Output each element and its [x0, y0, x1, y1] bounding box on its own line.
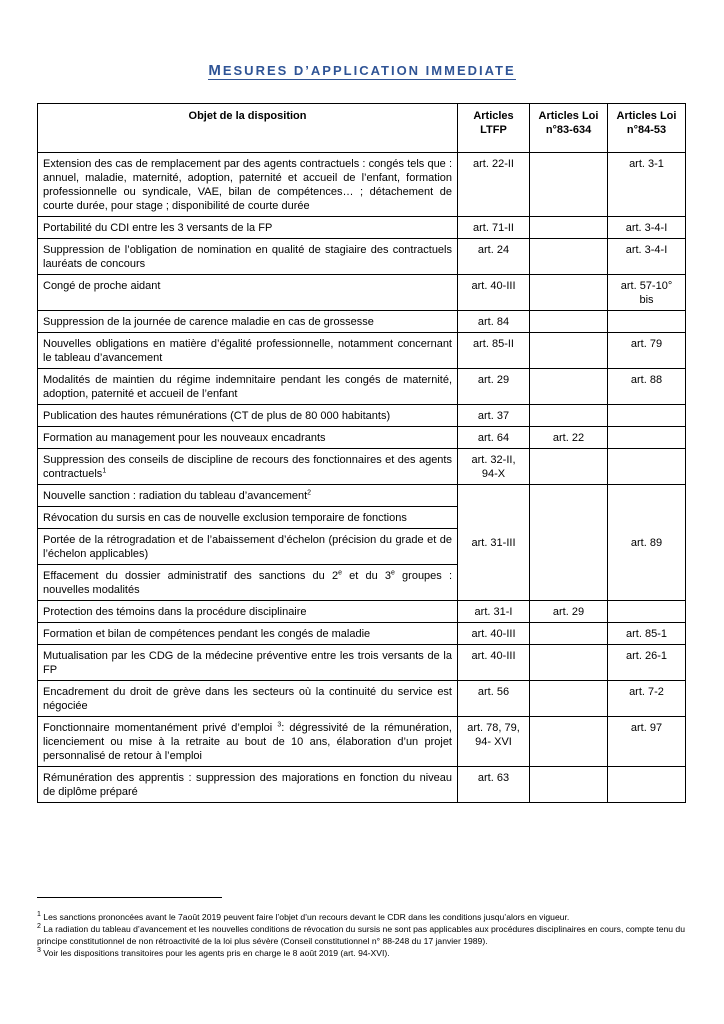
cell-loi83 — [530, 645, 608, 681]
table-row — [38, 601, 686, 623]
cell-objet: Modalités de maintien du régime indemnitaire pendant les congés de maternité, adoption, paternité et accueil de l’enfant — [38, 369, 458, 405]
cell-loi83 — [530, 153, 608, 217]
table-row — [38, 333, 686, 369]
cell-objet: Effacement du dossier administratif des sanctions du 2e et du 3e groupes : nouvelles modalités — [38, 565, 458, 601]
cell-loi83 — [530, 239, 608, 275]
measures-table — [37, 103, 686, 803]
cell-loi83 — [530, 217, 608, 239]
cell-loi83: art. 29 — [530, 601, 608, 623]
header-ltfp: Articles LTFP — [458, 104, 530, 153]
footnote: $^2$ La radiation du tableau d’avancement et les nouvelles conditions de révocation du sursis ne sont pas applicables aux procédures disciplinaires en cours, compte tenu du principe constitutionnel de non rétroactivité de la loi plus sévère (Conseil constitutionnel n° 88-248 du 17 janvier 1989). — [37, 923, 685, 946]
cell-loi83 — [530, 767, 608, 803]
cell-loi83 — [530, 449, 608, 485]
cell-objet: Révocation du sursis en cas de nouvelle exclusion temporaire de fonctions — [38, 507, 458, 529]
cell-loi83 — [530, 311, 608, 333]
cell-objet: Suppression de l’obligation de nomination en qualité de stagiaire des contractuels lauréats de concours — [38, 239, 458, 275]
footnote-separator — [37, 897, 222, 898]
table-row — [38, 427, 686, 449]
cell-ltfp: art. 56 — [458, 681, 530, 717]
cell-loi84 — [608, 427, 686, 449]
cell-loi84 — [608, 767, 686, 803]
table-row — [38, 681, 686, 717]
cell-ltfp: art. 40-III — [458, 645, 530, 681]
cell-ltfp: art. 31-III — [458, 485, 530, 601]
cell-loi83 — [530, 333, 608, 369]
cell-loi83 — [530, 275, 608, 311]
footnote-ref: 1 — [102, 467, 107, 475]
cell-objet: Extension des cas de remplacement par des agents contractuels : congés tels que : annuel, maladie, maternité, adoption, paternité et accueil de l’enfant, formation professionnelle ou syndicale, VAE, bilan de compétences… ; détachement de courte durée, pour stage ; disponibilité de courte durée — [38, 153, 458, 217]
cell-ltfp: art. 85-II — [458, 333, 530, 369]
cell-objet: Formation et bilan de compétences pendant les congés de maladie — [38, 623, 458, 645]
cell-objet: Nouvelle sanction : radiation du tableau d’avancement$^2$ — [38, 485, 458, 507]
table-header-row — [38, 104, 686, 153]
cell-objet: Fonctionnaire momentanément privé d’emploi $^3$: dégressivité de la rémunération, licenciement ou mise à la retraite au bout de 10 ans, élaboration d’un projet personnalisé de retour à l’emploi — [38, 717, 458, 767]
cell-objet: Suppression de la journée de carence maladie en cas de grossesse — [38, 311, 458, 333]
cell-ltfp: art. 64 — [458, 427, 530, 449]
footnote: $^1$ Les sanctions prononcées avant le 7août 2019 peuvent faire l’objet d’un recours devant le CDR dans les conditions jusqu’alors en vigueur. — [37, 911, 570, 922]
cell-loi83 — [530, 485, 608, 601]
table-row — [38, 153, 686, 217]
title-initial: M — [208, 62, 223, 79]
cell-loi84 — [608, 405, 686, 427]
footnote: $^3$ Voir les dispositions transitoires pour les agents pris en charge le 8 août 2019 (art. 94-XVI). — [37, 947, 390, 959]
cell-ltfp: art. 37 — [458, 405, 530, 427]
cell-objet: Encadrement du droit de grève dans les secteurs où la continuité du service est négociée — [38, 681, 458, 717]
header-loi-84-53: Articles Loi n°84-53 — [608, 104, 686, 153]
table-row — [38, 369, 686, 405]
cell-loi83 — [530, 681, 608, 717]
cell-ltfp: art. 63 — [458, 767, 530, 803]
cell-loi83 — [530, 623, 608, 645]
cell-loi83 — [530, 717, 608, 767]
table-row — [38, 485, 686, 507]
cell-loi84: art. 79 — [608, 333, 686, 369]
table-row — [38, 405, 686, 427]
cell-ltfp: art. 31-I — [458, 601, 530, 623]
cell-objet: Rémunération des apprentis : suppression des majorations en fonction du niveau de diplôme préparé — [38, 767, 458, 803]
table-row — [38, 311, 686, 333]
cell-ltfp: art. 24 — [458, 239, 530, 275]
cell-ltfp: art. 40-III — [458, 623, 530, 645]
cell-ltfp: art. 78, 79, 94- XVI — [458, 717, 530, 767]
cell-loi84: art. 3-4-I — [608, 239, 686, 275]
header-loi-83-634: Articles Loi n°83-634 — [530, 104, 608, 153]
footnote-ref: 3 — [277, 721, 282, 729]
cell-ltfp: art. 32-II, 94-X — [458, 449, 530, 485]
header-objet: Objet de la disposition — [38, 104, 458, 153]
cell-ltfp: art. 22-II — [458, 153, 530, 217]
cell-loi84: art. 85-1 — [608, 623, 686, 645]
table-row — [38, 717, 686, 767]
cell-loi83 — [530, 405, 608, 427]
cell-loi84: art. 57-10° bis — [608, 275, 686, 311]
title-rest: ESURES D’APPLICATION IMMEDIATE — [222, 63, 516, 78]
cell-loi84: art. 97 — [608, 717, 686, 767]
cell-ltfp: art. 29 — [458, 369, 530, 405]
cell-loi84: art. 7-2 — [608, 681, 686, 717]
cell-loi84: art. 3-1 — [608, 153, 686, 217]
table-row — [38, 275, 686, 311]
cell-objet: Publication des hautes rémunérations (CT de plus de 80 000 habitants) — [38, 405, 458, 427]
cell-objet: Mutualisation par les CDG de la médecine préventive entre les trois versants de la FP — [38, 645, 458, 681]
cell-loi84 — [608, 601, 686, 623]
cell-ltfp: art. 71-II — [458, 217, 530, 239]
cell-loi84: art. 3-4-I — [608, 217, 686, 239]
page-title — [0, 62, 724, 79]
cell-objet: Suppression des conseils de discipline de recours des fonctionnaires et des agents contractuels$^1$ — [38, 449, 458, 485]
cell-objet: Formation au management pour les nouveaux encadrants — [38, 427, 458, 449]
cell-loi84 — [608, 311, 686, 333]
cell-objet: Portée de la rétrogradation et de l’abaissement d’échelon (précision du grade et de l’échelon applicables) — [38, 529, 458, 565]
cell-objet: Congé de proche aidant — [38, 275, 458, 311]
table-row — [38, 623, 686, 645]
cell-ltfp: art. 84 — [458, 311, 530, 333]
cell-objet: Nouvelles obligations en matière d’égalité professionnelle, notamment concernant le tableau d’avancement — [38, 333, 458, 369]
table-row — [38, 217, 686, 239]
cell-loi84 — [608, 449, 686, 485]
cell-objet: Protection des témoins dans la procédure disciplinaire — [38, 601, 458, 623]
cell-ltfp: art. 40-III — [458, 275, 530, 311]
cell-loi84: art. 26-1 — [608, 645, 686, 681]
table-row — [38, 239, 686, 275]
footnote-ref: 2 — [307, 489, 312, 497]
cell-loi83: art. 22 — [530, 427, 608, 449]
cell-loi84: art. 89 — [608, 485, 686, 601]
cell-loi84: art. 88 — [608, 369, 686, 405]
cell-objet: Portabilité du CDI entre les 3 versants de la FP — [38, 217, 458, 239]
table-row — [38, 449, 686, 485]
cell-loi83 — [530, 369, 608, 405]
footnotes — [37, 912, 685, 961]
table-row — [38, 645, 686, 681]
table-row — [38, 767, 686, 803]
